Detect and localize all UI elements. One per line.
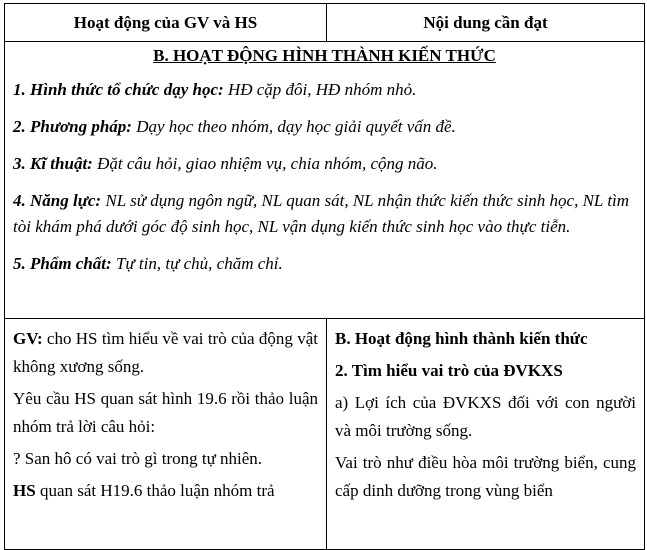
right-heading: B. Hoạt động hình thành kiến thức <box>335 329 588 348</box>
content-row <box>5 319 645 550</box>
item-text: NL sử dụng ngôn ngữ, NL quan sát, NL nhận thức kiến thức sinh học, NL tìm tòi khám phá dưới góc độ sinh học, NL vận dụng kiến thức sinh học vào thực tiễn. <box>13 191 630 236</box>
lesson-table <box>4 3 645 550</box>
left-text: cho HS tìm hiểu về vai trò của động vật không xương sống. <box>13 329 318 376</box>
left-paragraph <box>13 477 318 505</box>
section-item <box>13 188 636 240</box>
item-text: Dạy học theo nhóm, dạy học giải quyết vấn đề. <box>131 117 456 136</box>
item-label: 4. Năng lực: <box>13 191 102 210</box>
section-item <box>13 151 636 177</box>
section-cell <box>5 42 645 319</box>
item-label: 2. Phương pháp: <box>13 117 132 136</box>
left-column <box>5 319 327 550</box>
item-label: 5. Phẩm chất: <box>13 254 112 273</box>
header-left: Hoạt động của GV và HS <box>5 4 327 42</box>
hs-label: HS <box>13 481 36 500</box>
gv-label: GV: <box>13 329 43 348</box>
right-paragraph: Vai trò như điều hòa môi trường biển, cung cấp dinh dưỡng trong vùng biển <box>335 453 636 500</box>
item-text: Tự tin, tự chủ, chăm chỉ. <box>111 254 283 273</box>
section-title: B. HOẠT ĐỘNG HÌNH THÀNH KIẾN THỨC <box>153 46 496 65</box>
right-paragraph: a) Lợi ích của ĐVKXS đối với con người và môi trường sống. <box>335 393 636 440</box>
item-text: HĐ cặp đôi, HĐ nhóm nhỏ. <box>223 80 417 99</box>
section-item <box>13 77 636 103</box>
section-row <box>5 42 645 319</box>
header-row <box>5 4 645 42</box>
right-subheading: 2. Tìm hiểu vai trò của ĐVKXS <box>335 361 563 380</box>
right-column <box>327 319 645 550</box>
section-item <box>13 114 636 140</box>
section-item <box>13 251 636 277</box>
left-paragraph: Yêu cầu HS quan sát hình 19.6 rồi thảo luận nhóm trả lời câu hỏi: <box>13 389 318 436</box>
item-label: 3. Kĩ thuật: <box>13 154 93 173</box>
item-label: 1. Hình thức tổ chức dạy học: <box>13 80 224 99</box>
left-text: quan sát H19.6 thảo luận nhóm trả <box>35 481 275 500</box>
header-right: Nội dung cần đạt <box>327 4 645 42</box>
left-paragraph: ? San hô có vai trò gì trong tự nhiên. <box>13 449 263 468</box>
item-text: Đặt câu hỏi, giao nhiệm vụ, chia nhóm, cộng não. <box>92 154 438 173</box>
left-paragraph <box>13 325 318 381</box>
